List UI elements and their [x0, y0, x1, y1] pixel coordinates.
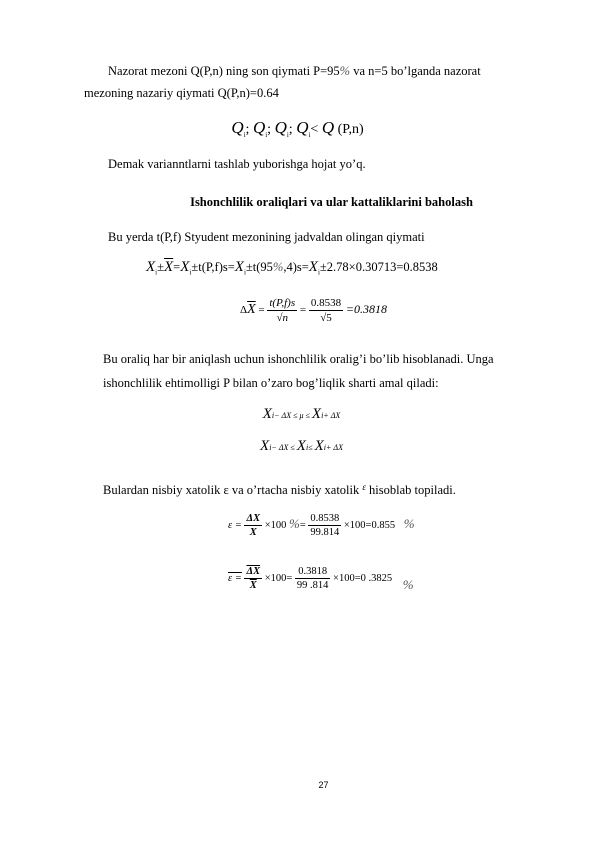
percent-sign: % [402, 576, 414, 592]
formula-epsilon [228, 512, 415, 539]
fraction-t-over-sqrt-n [267, 296, 297, 325]
fraction-dx-over-x [244, 565, 262, 592]
bu-yerda-text: Bu yerda t(P,f) Styudent mezonining jadvaldan olingan qiymati [108, 230, 425, 244]
demak-text: Demak varianntlarni tashlab yuborishga hojat yo’q. [108, 157, 366, 171]
q-sep-1: ; [245, 122, 250, 137]
epsilon-bar-symbol: ε [362, 482, 366, 492]
fraction-denominator: √n [276, 312, 289, 324]
x-symbol: X [296, 438, 306, 454]
times-100: ×100= [264, 572, 293, 584]
q-sep-2: ; [267, 122, 272, 137]
fraction-dx-over-x [244, 512, 262, 539]
fraction-denominator: √5 [320, 312, 332, 324]
x-bar-symbol: $\overline{X}$ [247, 302, 256, 318]
x-part-3: ±t(95 [245, 260, 273, 274]
x-part-5: ±2.78×0.30713=0.8538 [319, 260, 438, 274]
formula-x-interval: $X_i\pm\overline{X}=X_i\pm t(P,f)s=X_i\pm t(95\%,4)s=X_i\pm 2.78\times 0.30713=0.8538$ [146, 259, 438, 277]
x-symbol: X [262, 406, 272, 422]
fraction-numerator: 0.8538 [310, 513, 340, 524]
x-symbol-4: X [308, 259, 318, 275]
x-symbol: X [311, 406, 322, 422]
formula-delta-x [240, 296, 387, 325]
eps-lhs: ε = [228, 519, 242, 531]
q-tail: (P,n) [337, 122, 364, 137]
intro-line-1-end: va n=5 bo’lganda nazorat [350, 64, 481, 78]
percent-sign: % [289, 515, 300, 531]
sub-i: i [323, 443, 326, 452]
intro-line-1 [108, 64, 481, 79]
bulardan-text [103, 480, 456, 498]
q-sep-3: ; [288, 122, 293, 137]
x-symbol-2: X [180, 259, 190, 275]
percent-sign: % [403, 515, 415, 531]
sub-i: i [271, 411, 275, 420]
q-lt: < [310, 122, 319, 137]
delta-result: =0.3818 [345, 302, 387, 317]
page-number: 27 [318, 780, 329, 790]
x-symbol: X [260, 438, 270, 454]
fraction-denominator: 99.814 [310, 527, 340, 538]
eq-sign: = [299, 519, 306, 531]
eq-sign: = [173, 260, 181, 274]
fraction-numerator: 0.8538 [310, 297, 342, 309]
fraction-numerator: $\overline{\Delta X}$ [246, 566, 261, 577]
intro-line-2: mezoning nazariy qiymati Q(P,n)=0.64 [84, 86, 279, 100]
fraction-value [295, 565, 331, 592]
oraliq-line-1: Bu oraliq har bir aniqlash uchun ishonchlilik oralig’i bo’lib hisoblanadi. Unga [103, 352, 494, 366]
fraction-value [309, 296, 343, 325]
q-symbol-2: Q [252, 118, 266, 137]
ineq-mid-tail: ≤ [308, 443, 313, 452]
ineq-left-tail: − ΔX ≤ [271, 443, 295, 452]
x-symbol-3: X [234, 259, 244, 275]
percent-sign: % [272, 260, 284, 274]
fraction-denominator: 99 .814 [296, 580, 329, 591]
x-part-4: ,4)s= [283, 260, 309, 274]
eps-bar-result: ×100=0 .3825 [333, 572, 393, 584]
ineq-right-tail: + ΔX [326, 443, 343, 452]
fraction-denominator: X [249, 527, 257, 538]
section-heading: Ishonchlilik oraliqlari va ular kattaliklarini baholash [190, 195, 473, 209]
formula-q-inequality: $Q_i$; $Q_i$; $Q_i$; $Q_i< Q$ (P,n) [231, 118, 364, 139]
pm-sign: ± [157, 260, 164, 274]
delta-symbol: Δ [240, 304, 248, 317]
times-100: ×100 [264, 519, 287, 531]
oraliq-line-2: ishonchlilik ehtimolligi P bilan o’zaro bog’liqlik sharti amal qiladi: [103, 376, 439, 390]
x-symbol-1: X [146, 259, 156, 275]
q-symbol-1: Q [231, 118, 244, 137]
fraction-numerator: t(P,f)s [269, 297, 296, 309]
sub-i: i [305, 443, 309, 452]
eps-result: ×100=0.855 [343, 519, 396, 531]
x-part-2: ±t(P,f)s= [191, 260, 235, 274]
eq-sign: = [258, 304, 265, 317]
q-symbol-3: Q [274, 118, 287, 137]
ineq-left-tail: − ΔX ≤ μ ≤ [274, 411, 310, 420]
fraction-value [308, 512, 341, 539]
bulardan-text-1: Bulardan nisbiy xatolik ε va o’rtacha nisbiy xatolik [103, 483, 360, 497]
inequality-mu [4, 406, 595, 423]
inequality-x [4, 438, 595, 455]
fraction-numerator: 0.3818 [295, 565, 331, 579]
sub-i: i [269, 443, 272, 452]
q-symbol-5: Q [321, 118, 335, 137]
fraction-numerator: ΔX [246, 513, 261, 524]
q-symbol-4: Q [296, 118, 309, 137]
fraction-denominator: X [249, 580, 257, 591]
intro-line-1-text: Nazorat mezoni Q(P,n) ning son qiymati P=95 [108, 64, 340, 78]
x-bar-symbol: $\overline{X}$ [164, 259, 174, 275]
bulardan-text-2: hisoblab topiladi. [365, 483, 456, 497]
ineq-right-tail: + ΔX [323, 411, 341, 420]
formula-epsilon-bar [228, 565, 414, 592]
eq-sign-2: = [299, 304, 307, 317]
eps-bar-lhs: ε = [228, 572, 242, 584]
percent-sign: % [339, 64, 351, 78]
x-symbol: X [314, 438, 324, 454]
sub-i: i [321, 411, 324, 420]
